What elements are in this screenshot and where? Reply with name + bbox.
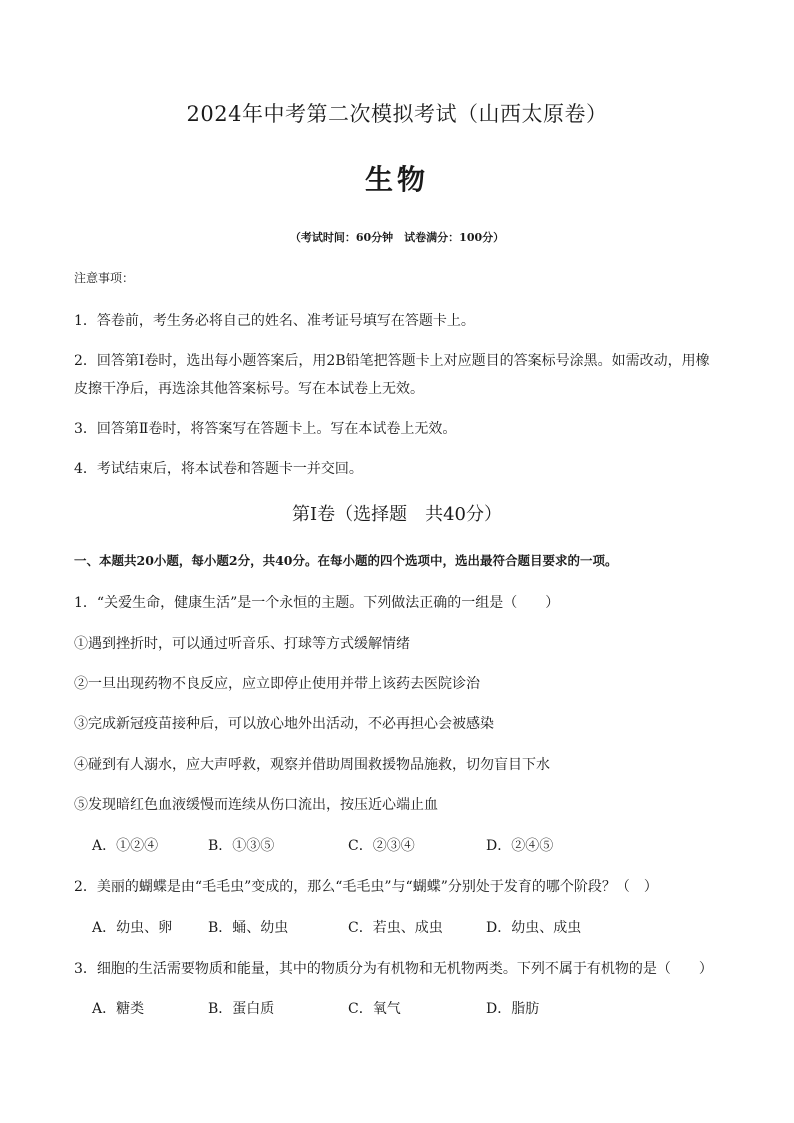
question-statement: ③完成新冠疫苗接种后，可以放心地外出活动，不必再担心会被感染 [74,716,494,732]
notice-item: 1．答卷前，考生务必将自己的姓名、准考证号填写在答题卡上。 [74,313,475,329]
section-title: 第Ⅰ卷（选择题 共40分） [291,504,502,525]
question-stem: 2．美丽的蝴蝶是由“毛毛虫”变成的，那么“毛毛虫”与“蝴蝶”分别处于发育的哪个阶段？（ ） [74,879,658,895]
option-a: A．①②④ [92,838,159,854]
option-c: C．氧气 [348,1001,401,1017]
question-statement: ④碰到有人溺水，应大声呼救，观察并借助周围救援物品施救，切勿盲目下水 [74,757,550,773]
option-b: B．蛹、幼虫 [208,920,289,936]
section-intro: 一、本题共20小题，每小题2分，共40分。在每小题的四个选项中，选出最符合题目要求的一项。 [74,553,618,568]
option-c: C．②③④ [348,838,415,854]
exam-title: 2024年中考第二次模拟考试（山西太原卷） [186,102,608,126]
question-statement: ②一旦出现药物不良反应，应立即停止使用并带上该药去医院诊治 [74,676,480,692]
notice-item: 3．回答第Ⅱ卷时，将答案写在答题卡上。写在本试卷上无效。 [74,421,457,437]
option-a: A．幼虫、卵 [92,920,173,936]
option-b: B．①③⑤ [208,838,275,854]
option-b: B．蛋白质 [208,1001,275,1017]
notice-item: 2．回答第Ⅰ卷时，选出每小题答案后，用2B铅笔把答题卡上对应题目的答案标号涂黑。如需改动，用橡 [74,353,710,369]
notice-heading: 注意事项： [74,271,135,285]
option-d: D．幼虫、成虫 [486,920,582,936]
notice-item: 4．考试结束后，将本试卷和答题卡一并交回。 [74,461,363,477]
option-d: D．脂肪 [486,1001,540,1017]
exam-meta: （考试时间：60分钟 试卷满分：100分） [289,231,505,244]
question-stem: 1．“关爱生命，健康生活”是一个永恒的主题。下列做法正确的一组是（ ） [74,595,560,611]
subject-title: 生物 [364,163,429,196]
notice-item-continued: 皮擦干净后，再选涂其他答案标号。写在本试卷上无效。 [74,381,424,397]
question-statement: ①遇到挫折时，可以通过听音乐、打球等方式缓解情绪 [74,636,410,652]
option-d: D．②④⑤ [486,838,554,854]
question-statement: ⑤发现暗红色血液缓慢而连续从伤口流出，按压近心端止血 [74,797,438,813]
option-c: C．若虫、成虫 [348,920,443,936]
option-a: A．糖类 [92,1001,145,1017]
question-stem: 3．细胞的生活需要物质和能量，其中的物质分为有机物和无机物两类。下列不属于有机物的是（ ） [74,961,713,977]
